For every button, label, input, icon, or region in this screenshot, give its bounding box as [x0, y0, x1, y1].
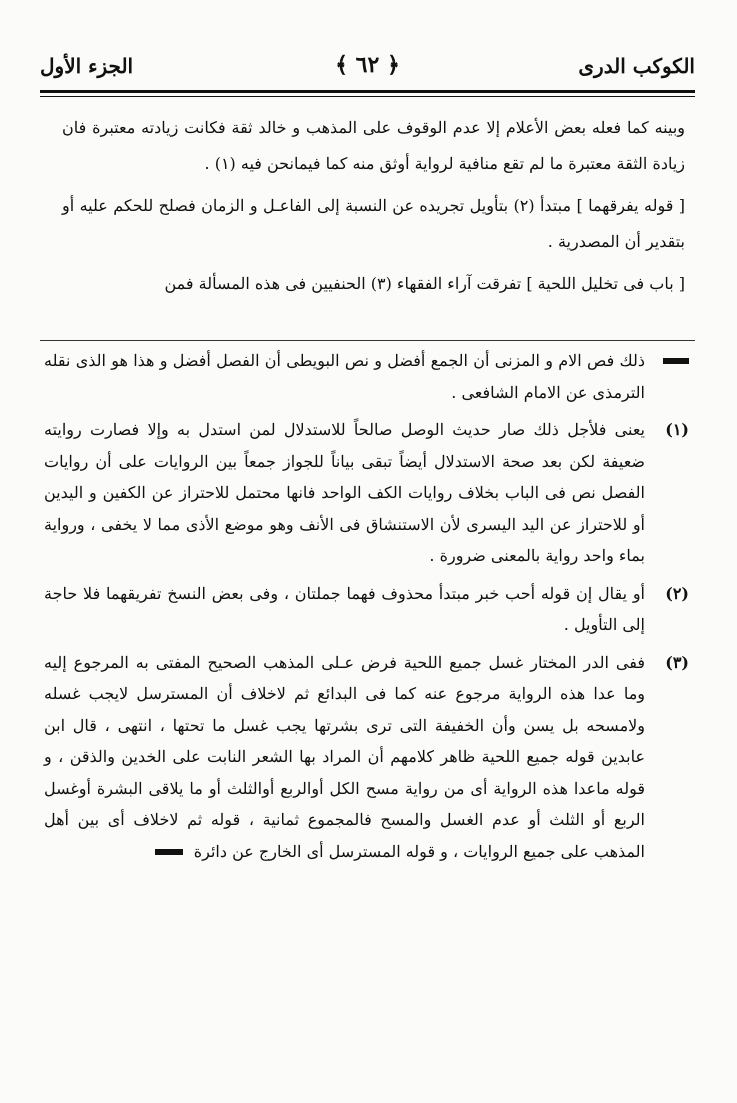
book-title: الكوكب الدرى: [578, 54, 695, 78]
main-text: [62, 110, 685, 308]
footnote-number: (٣): [665, 652, 689, 672]
footnote-1: [44, 414, 689, 572]
footnote-separator: [40, 340, 695, 341]
volume-label: الجزء الأول: [40, 54, 134, 78]
footnote-text: ففى الدر المختار غسل جميع اللحية فرض عـلى المذهب الصحيح المفتى به المرجوع إليه وما عدا هذه الرواية مرجوع عنه كما فى البدائع ثم لاخلاف أن المسترسل لايجب غسله ولامسحه بل يسن وأن الخفيفة التى ترى بشرتها يجب غسل ما تحتها ، انتهى ، قال ابن عابدين قوله جميع اللحية ظاهر كلامهم أن المراد بها الشعر النابت على الخدين والذقن ، و قوله ماعدا هذه الرواية أى من رواية مسح الكل أوالربع أوالثلث أو ما يلاقى البشرة أوغسل الربع أو الثلث أو عدم الغسل والمسح فالمجموع ثمانية ، قوله ثم لاخلاف أى بين أهل المذهب على جميع الروايات ، و قوله المسترسل أى الخارج عن دائرة: [44, 652, 646, 861]
page-number: ﴿ ٦٢ ﴾: [335, 52, 400, 78]
paragraph: وبينه كما فعله بعض الأعلام إلا عدم الوقوف على المذهب و خالد ثقة فكانت زيادته معتبرة فان زيادة الثقة معتبرة ما لم تقع منافية لرواية أوثق منه كما فيمانحن فيه (١) .: [62, 118, 685, 173]
footnote-number: (١): [665, 420, 689, 439]
footnote-3: [44, 647, 689, 868]
paragraph: [ قوله يفرقهما ] مبتدأ (٢) بتأويل تجريده عن النسبة إلى الفاعـل و الزمان فصلح للحكم عليه أو بتقدير أن المصدرية .: [62, 196, 686, 251]
header-rule-thick: [40, 90, 695, 93]
continuation-marker: [155, 849, 183, 855]
footnote-number: (٢): [665, 583, 689, 603]
footnote-text: أو يقال إن قوله أحب خبر مبتدأ محذوف فهما جملتان ، وفى بعض النسخ تفريقهما فلا حاجة إلى التأويل .: [44, 583, 645, 634]
page-header: [40, 50, 695, 86]
footnote-2: [44, 578, 689, 641]
footnote-text: يعنى فلأجل ذلك صار حديث الوصل صالحاً للاستدلال لمن استدل به وإلا فصارت روايته ضعيفة لكن بعد صحة الاستدلال أيضاً تبقى بياناً للجواز جمعاً بين الروايات على أن روايات الفصل نص فى الباب بخلاف روايات الكف الواحد فانها محتمل للاحتراز عن الكفين و اليدين أو للاحتراز عن اليد اليسرى لأن الاستنشاق فى الأنف وهو موضع الأذى مما لا يخفى ، ورواية بماء واحد رواية بالمعنى ضرورة .: [44, 420, 645, 565]
footnote-continuation: [44, 345, 689, 408]
footnotes: [44, 345, 689, 873]
paragraph: [ باب فى تخليل اللحية ] تفرقت آراء الفقهاء (٣) الحنفيين فى هذه المسألة فمن: [164, 274, 685, 293]
header-rule-thin: [40, 96, 695, 97]
continuation-marker: [663, 358, 689, 364]
footnote-text: ذلك فص الام و المزنى أن الجمع أفضل و نص البويطى أن الفصل أفضل و هذا هو الذى نقله الترمذى عن الامام الشافعى .: [44, 351, 645, 402]
